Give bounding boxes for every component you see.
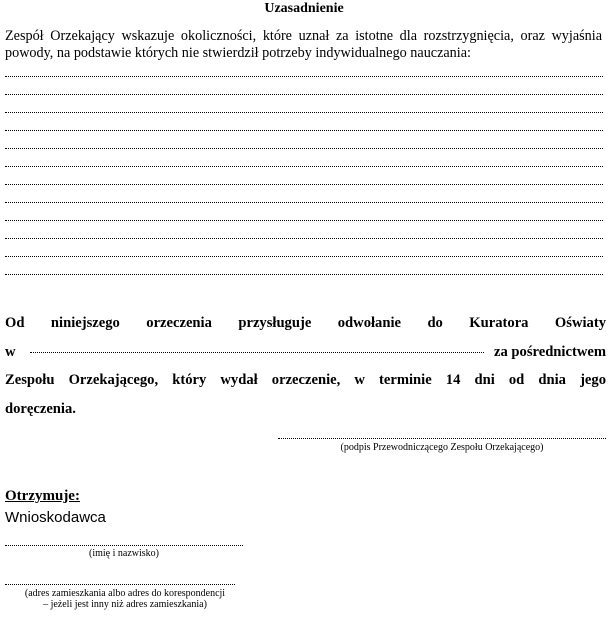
appeal-word: odwołanie [337,315,401,331]
recipients-heading: Otrzymuje: [5,488,80,504]
appeal-line-2 [5,338,606,367]
appeal-word: Od [5,315,25,331]
signature-caption: (podpis Przewodniczącego Zespołu Orzekającego) [340,442,544,453]
appeal-word: Orzekającego, [68,372,159,388]
appeal-notice [5,309,606,423]
appeal-word: który [172,372,207,388]
appeal-word: orzeczenia [146,315,212,331]
applicant-name-caption: (imię i nazwisko) [89,548,159,559]
justification-fill-line[interactable] [5,188,603,206]
justification-fill-line[interactable] [5,98,603,116]
justification-intro: Zespół Orzekający wskazuje okoliczności, które uznał za istotne dla rozstrzygnięcia, oraz wyjaśnia powody, na podstawie których nie stwierdził potrzeby indywidualnego nauczania: [5,28,602,61]
applicant-address-field[interactable] [5,574,235,585]
applicant-name-field[interactable] [5,535,243,546]
appeal-word: jego [580,372,606,388]
appeal-word: orzeczenie, [271,372,341,388]
appeal-word: od [508,372,525,388]
appeal-line-4: doręczenia. [5,400,76,417]
appeal-word: dnia [538,372,566,388]
address-caption-line-1: (adres zamieszkania albo adres do korespondencji [24,588,226,599]
appeal-word: Oświaty [554,315,606,331]
justification-fill-line[interactable] [5,80,603,98]
appeal-word: Kuratora [469,315,529,331]
justification-fill-line[interactable] [5,62,603,80]
section-title: Uzasadnienie [264,1,344,16]
appeal-via-label: za pośrednictwem [493,343,606,360]
appeal-line-1 [5,309,606,338]
appeal-line-3 [5,366,606,395]
justification-fill-line[interactable] [5,224,603,242]
appeal-word: Zespołu [5,372,55,388]
address-caption-line-2: – jeżeli jest inny niż adres zamieszkania) [43,599,207,610]
appeal-word: do [427,315,443,331]
appeal-word: niniejszego [50,315,120,331]
justification-fill-line[interactable] [5,116,603,134]
justification-fill-line[interactable] [5,260,603,278]
signature-field[interactable] [278,428,606,439]
appeal-word: terminie [379,372,432,388]
curator-location-field[interactable] [30,352,484,353]
appeal-word: wydał [220,372,258,388]
applicant-address-caption [5,588,245,610]
justification-fill-line[interactable] [5,134,603,152]
justification-fill-line[interactable] [5,242,603,260]
appeal-word: dni [474,372,495,388]
appeal-w-label: w [5,343,16,360]
justification-fill-lines [5,62,603,278]
appeal-word: 14 [445,372,461,388]
appeal-word: w [354,372,365,388]
appeal-word: przysługuje [238,315,312,331]
recipient-applicant: Wnioskodawca [5,509,106,526]
justification-fill-line[interactable] [5,170,603,188]
justification-fill-line[interactable] [5,152,603,170]
justification-fill-line[interactable] [5,206,603,224]
